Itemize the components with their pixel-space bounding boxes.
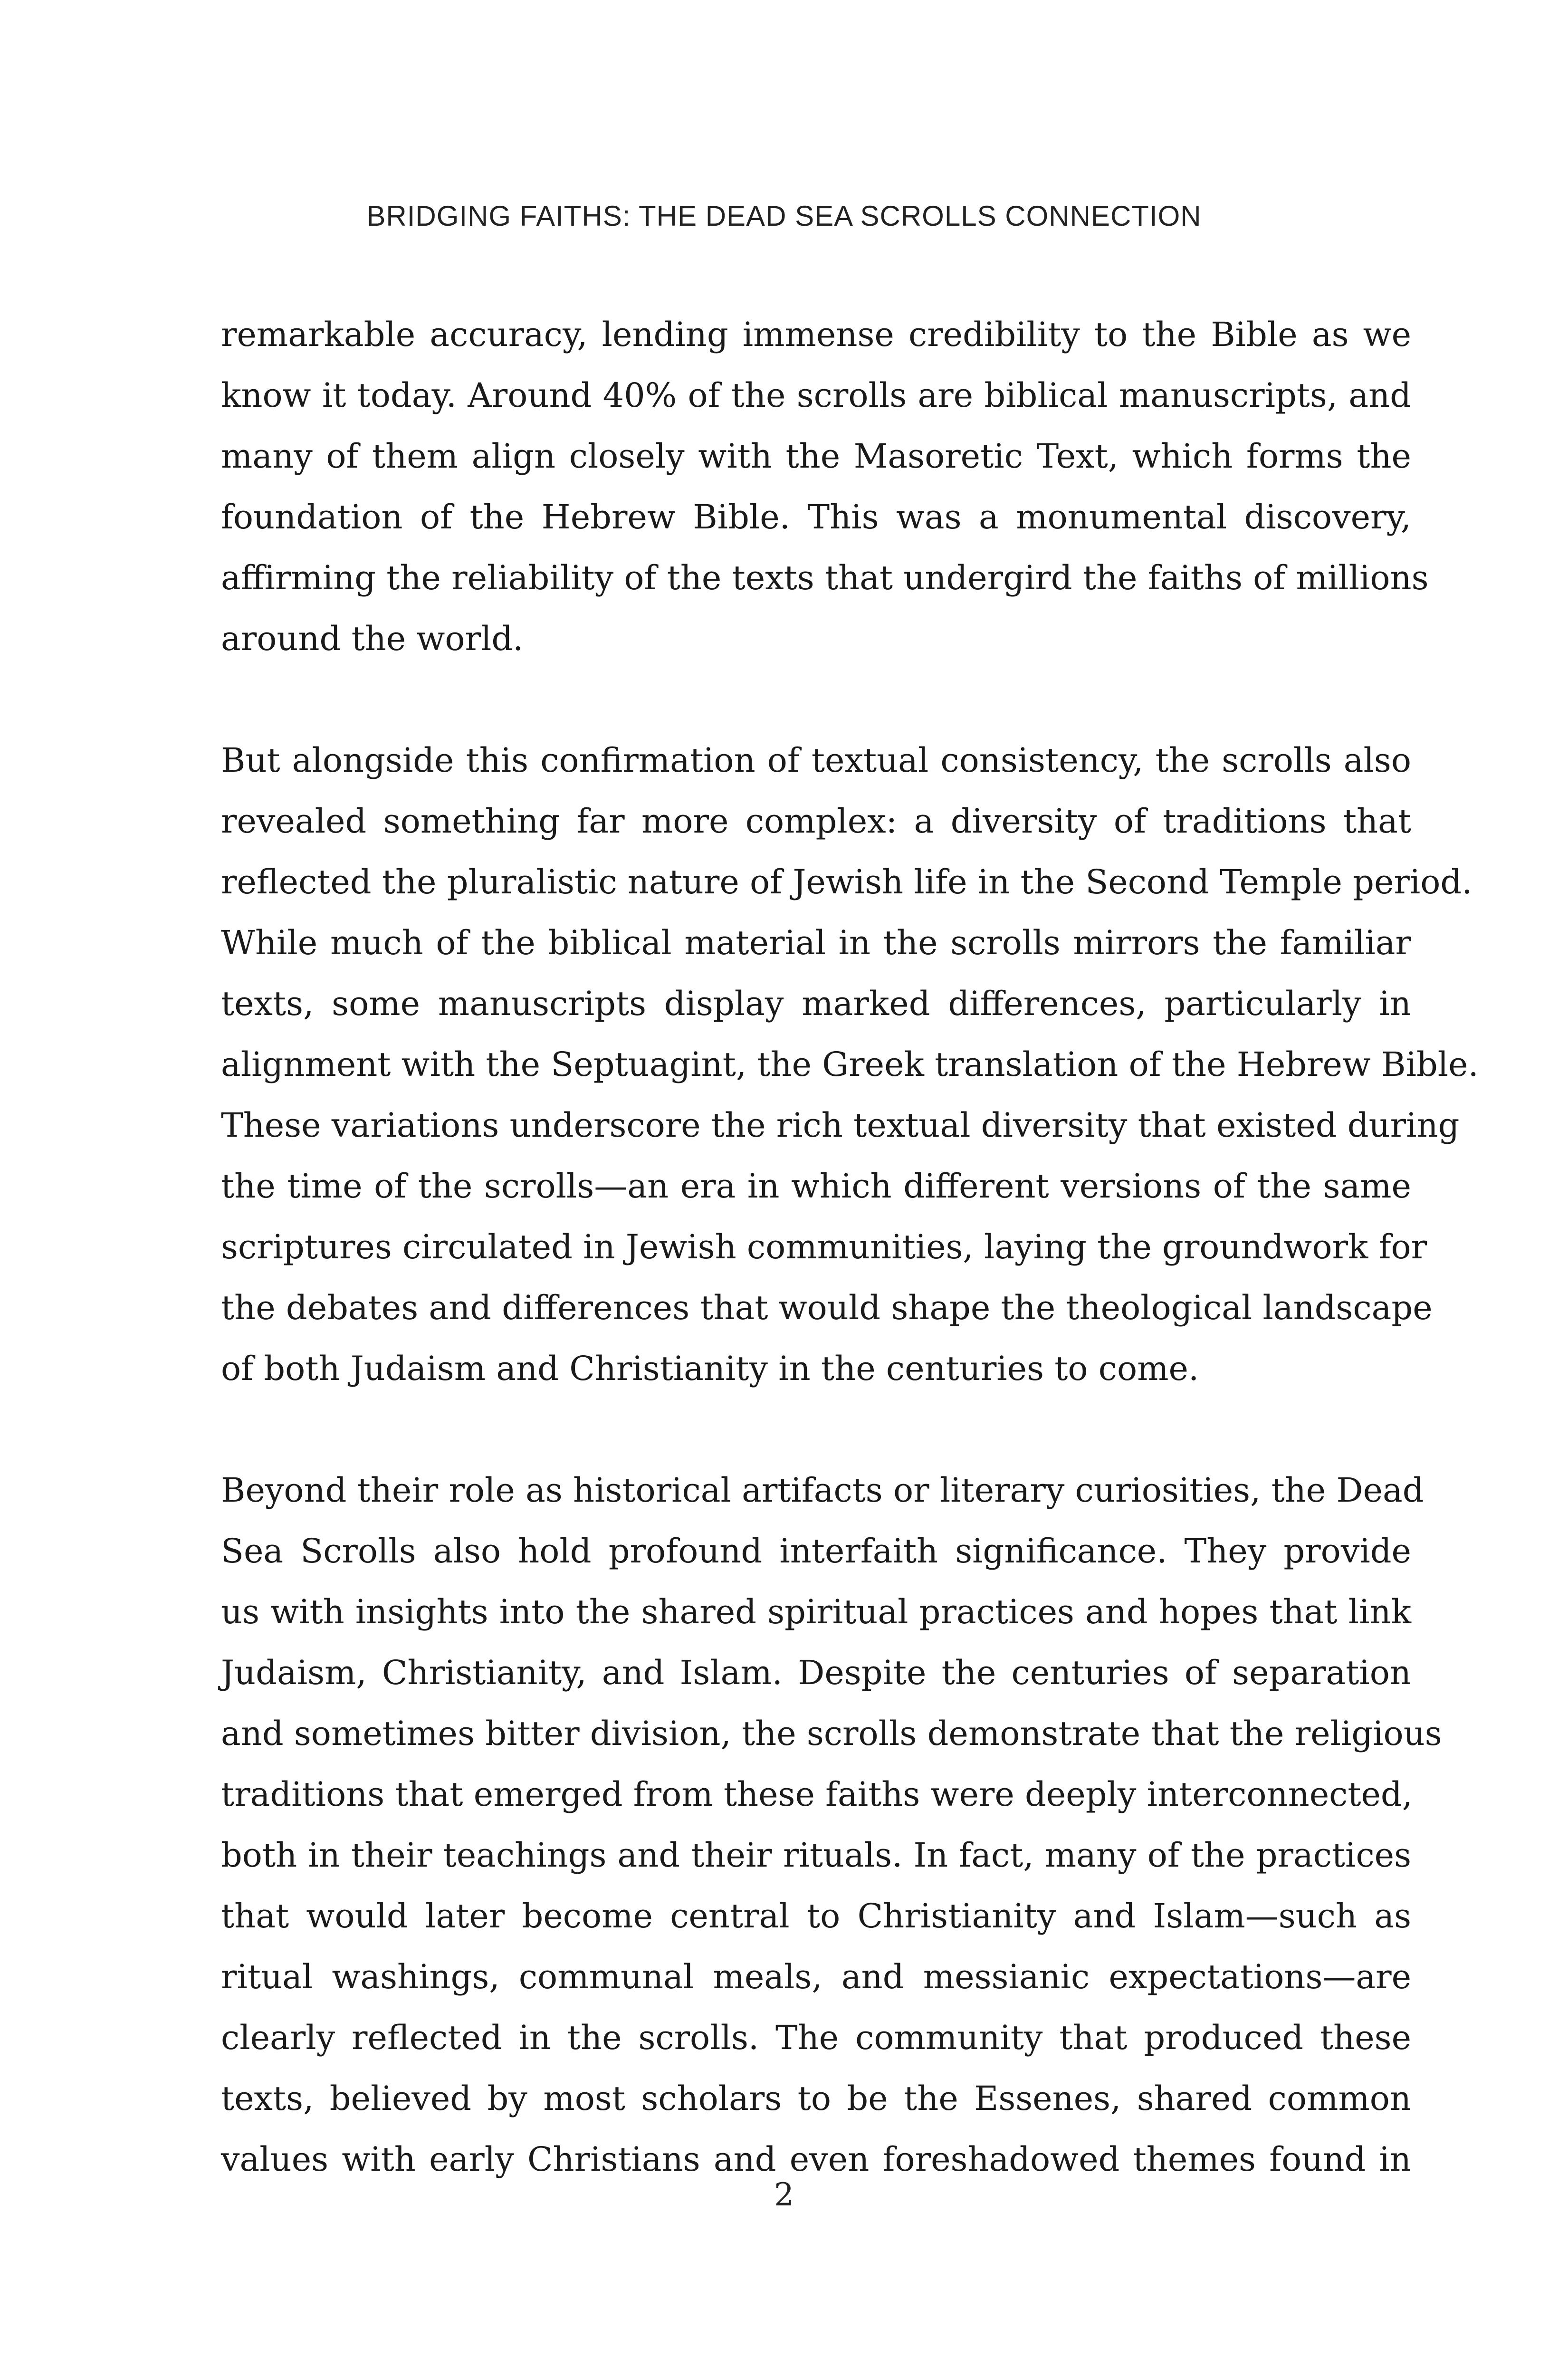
text-line: revealed something far more complex: a diversity of traditions that [221, 802, 1411, 841]
text-line: us with insights into the shared spiritual practices and hopes that link [221, 1592, 1411, 1631]
text-line: These variations underscore the rich textual diversity that existed during [221, 1106, 1460, 1145]
text-line: traditions that emerged from these faiths were deeply interconnected, [221, 1775, 1413, 1814]
text-line: Sea Scrolls also hold profound interfaith significance. They provide [221, 1532, 1411, 1571]
text-line: and sometimes bitter division, the scrolls demonstrate that the religious [221, 1714, 1442, 1753]
text-line: remarkable accuracy, lending immense credibility to the Bible as we [221, 315, 1411, 354]
text-line: both in their teachings and their rituals. In fact, many of the practices [221, 1836, 1411, 1875]
paragraph-3 [221, 1460, 1442, 2190]
text-line: scriptures circulated in Jewish communities, laying the groundwork for [221, 1227, 1427, 1266]
text-line: foundation of the Hebrew Bible. This was a monumental discovery, [221, 498, 1411, 537]
running-header: BRIDGING FAITHS: THE DEAD SEA SCROLLS CONNECTION [366, 200, 1202, 232]
text-line: around the world. [221, 619, 524, 658]
text-line: Judaism, Christianity, and Islam. Despite the centuries of separation [221, 1653, 1411, 1692]
text-line: the time of the scrolls—an era in which different versions of the same [221, 1167, 1411, 1206]
text-line: affirming the reliability of the texts that undergird the faiths of millions [221, 558, 1429, 597]
text-line: While much of the biblical material in the scrolls mirrors the familiar [221, 923, 1411, 962]
text-line: alignment with the Septuagint, the Greek translation of the Hebrew Bible. [221, 1045, 1479, 1084]
text-line: know it today. Around 40% of the scrolls are biblical manuscripts, and [221, 376, 1411, 415]
text-line: texts, believed by most scholars to be the Essenes, shared common [221, 2079, 1411, 2118]
text-line: that would later become central to Christianity and Islam—such as [221, 1897, 1411, 1935]
text-line: clearly reflected in the scrolls. The community that produced these [221, 2018, 1411, 2057]
paragraph-2 [221, 730, 1479, 1399]
text-line: of both Judaism and Christianity in the centuries to come. [221, 1349, 1199, 1388]
page-number: 2 [774, 2176, 794, 2213]
text-line: values with early Christians and even foreshadowed themes found in [221, 2140, 1411, 2179]
text-line: But alongside this confirmation of textual consistency, the scrolls also [221, 741, 1411, 780]
text-line: reflected the pluralistic nature of Jewish life in the Second Temple period. [221, 862, 1472, 901]
paragraph-1 [221, 304, 1429, 669]
text-line: Beyond their role as historical artifacts or literary curiosities, the Dead [221, 1471, 1424, 1510]
text-line: the debates and differences that would shape the theological landscape [221, 1288, 1433, 1327]
page-body [221, 304, 1479, 2251]
text-line: ritual washings, communal meals, and messianic expectations—are [221, 1957, 1411, 1996]
text-line: many of them align closely with the Masoretic Text, which forms the [221, 437, 1411, 476]
text-line: texts, some manuscripts display marked differences, particularly in [221, 984, 1411, 1023]
